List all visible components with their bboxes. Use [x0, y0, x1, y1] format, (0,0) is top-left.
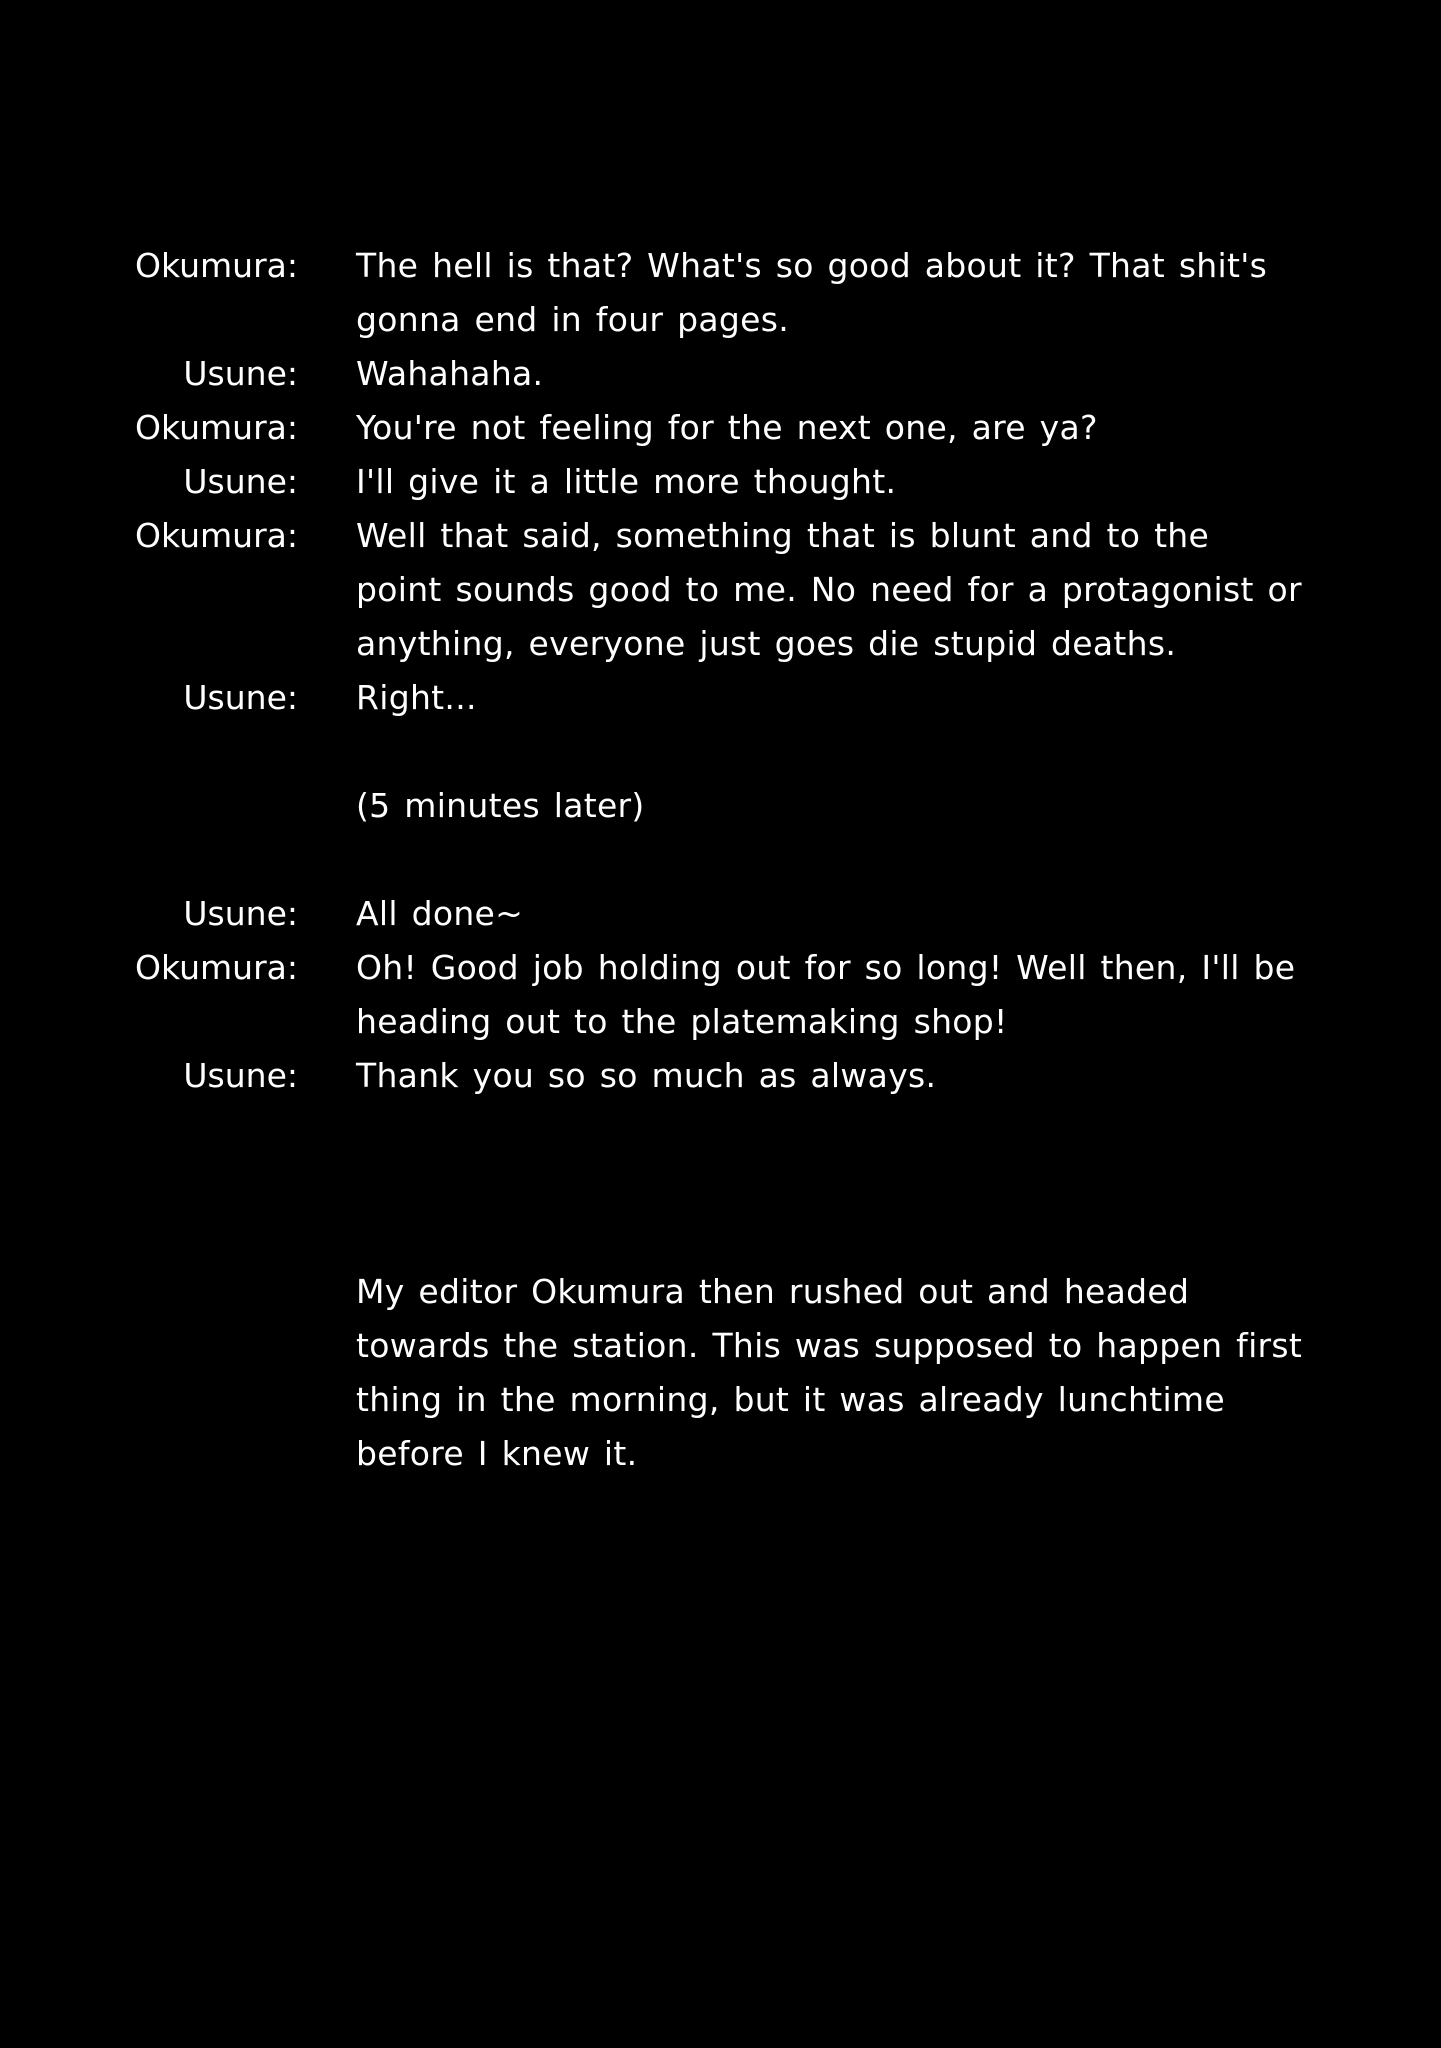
speaker-label: Okumura: — [135, 516, 298, 555]
speaker-label: Usune: — [183, 678, 298, 717]
dialogue-line: Well that said, something that is blunt and to the point sounds good to me. No need for a protagonist or anything, everyone just goes die stupid deaths. — [356, 516, 1302, 663]
dialogue-row — [0, 239, 1441, 347]
speaker-label: Usune: — [183, 354, 298, 393]
dialogue-row — [0, 887, 1441, 941]
speaker-label: Okumura: — [135, 408, 298, 447]
dialogue-row — [0, 455, 1441, 509]
dialogue-row — [0, 401, 1441, 455]
dialogue-row — [0, 509, 1441, 671]
speaker-label: Usune: — [183, 462, 298, 501]
dialogue-line: Wahahaha. — [356, 354, 544, 393]
dialogue-line: Oh! Good job holding out for so long! Well then, I'll be heading out to the platemaking shop! — [356, 948, 1296, 1041]
dialogue-line: You're not feeling for the next one, are ya? — [356, 408, 1098, 447]
interlude-text: (5 minutes later) — [356, 786, 645, 825]
dialogue-line: I'll give it a little more thought. — [356, 462, 897, 501]
spacer — [0, 1103, 1441, 1265]
dialogue-block — [0, 239, 1441, 1481]
dialogue-line: Right... — [356, 678, 477, 717]
dialogue-line: The hell is that? What's so good about it? That shit's gonna end in four pages. — [356, 246, 1268, 339]
speaker-label: Okumura: — [135, 948, 298, 987]
speaker-label: Usune: — [183, 1056, 298, 1095]
interlude-row — [0, 779, 1441, 833]
spacer — [0, 725, 1441, 779]
dialogue-row — [0, 941, 1441, 1049]
speaker-label: Usune: — [183, 894, 298, 933]
speaker-label: Okumura: — [135, 246, 298, 285]
narration-paragraph: My editor Okumura then rushed out and headed towards the station. This was supposed to happen first thing in the morning, but it was already lunchtime before I knew it. — [356, 1272, 1303, 1473]
dialogue-line: All done~ — [356, 894, 524, 933]
dialogue-line: Thank you so so much as always. — [356, 1056, 937, 1095]
dialogue-row — [0, 671, 1441, 725]
dialogue-row — [0, 1049, 1441, 1103]
dialogue-row — [0, 347, 1441, 401]
spacer — [0, 833, 1441, 887]
